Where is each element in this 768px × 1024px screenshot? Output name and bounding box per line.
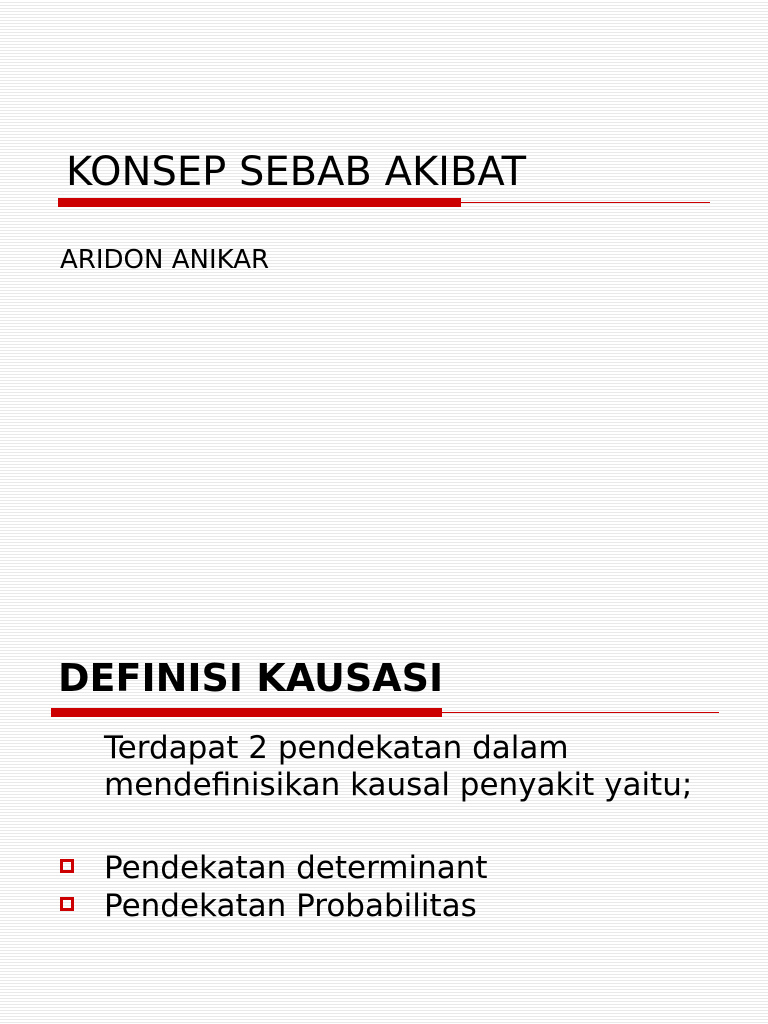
- intro-paragraph: Terdapat 2 pendekatan dalam mendefinisikan kausal penyakit yaitu;: [104, 730, 693, 803]
- hollow-square-bullet-icon: [60, 897, 74, 911]
- title-underline-thick: [58, 198, 461, 207]
- title-underline-thin: [442, 712, 719, 713]
- slide-title: KONSEP SEBAB AKIBAT: [66, 149, 527, 195]
- content-slide: [0, 512, 768, 1024]
- title-underline-thin: [461, 202, 710, 203]
- title-underline-thick: [51, 708, 442, 717]
- title-underline: [58, 202, 710, 203]
- hollow-square-bullet-icon: [60, 859, 74, 873]
- author-name: ARIDON ANIKAR: [60, 245, 270, 275]
- slide-title: DEFINISI KAUSASI: [58, 656, 444, 700]
- bullet-text: Pendekatan Probabilitas: [104, 888, 477, 924]
- bullet-text: Pendekatan determinant: [104, 850, 488, 886]
- title-underline: [51, 712, 719, 713]
